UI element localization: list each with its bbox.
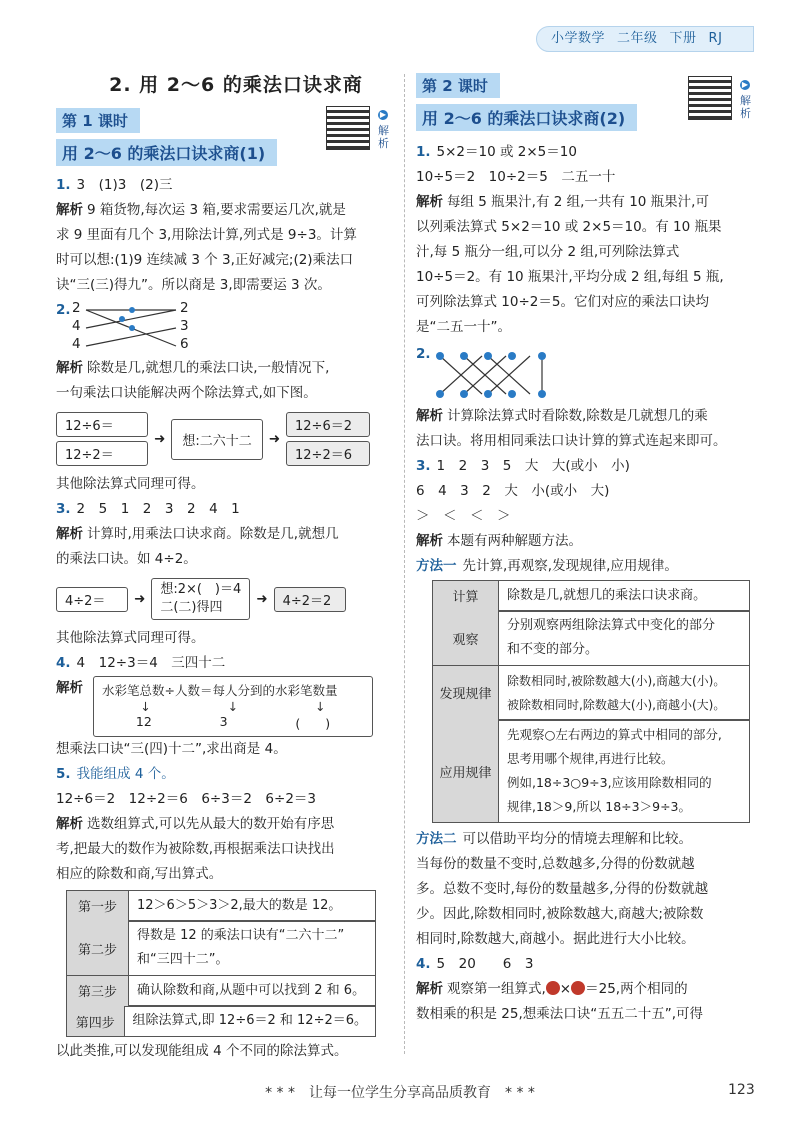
text-line: 当每份的数量不变时,总数越多,分得的份数就越 (416, 856, 695, 872)
step-row: 第三步 确认除数和商,从题中可以找到 2 和 6。 (66, 975, 376, 1007)
formula-val: 12 (135, 714, 152, 729)
left-q2-flow (56, 412, 396, 466)
method-tag: 方法二 (416, 831, 457, 847)
method1: 方法一 先计算,再观察,发现规律,应用规律。 (416, 554, 758, 579)
edition-label: RJ (708, 31, 723, 46)
times-sign: × (559, 981, 572, 997)
footer-slogan: * * * 让每一位学生分享高品质教育 * * * (265, 1085, 535, 1101)
lesson1-label: 第 1 课时 (56, 108, 140, 133)
flow-box: 12÷2＝ (56, 441, 148, 466)
step-row: 第一步 12＞6＞5＞3＞2,最大的数是 12。 (66, 890, 376, 922)
play-icon: ▶ (379, 110, 387, 119)
method-row: 计算 除数是几,就想几的乘法口诀求商。 (432, 580, 750, 612)
method-row: 发现规律 除数相同时,被除数越大(小),商越大(小)。 被除数相同时,除数越大(小),商越小(大)。 (432, 665, 750, 721)
left-q3-flow (56, 578, 396, 620)
explain-label: 解析 (416, 981, 443, 997)
text-line: 法口诀。将用相同乘法口诀计算的算式连起来即可。 (416, 433, 727, 449)
left-q2-explain: 解析 除数是几,就想几的乘法口诀,一般情况下, (56, 360, 330, 376)
answer-text: 3 (1)3 (2)三 (76, 177, 173, 193)
right-q4-answer: 4. 5 20 6 3 (416, 956, 534, 972)
grade-label: 二年级 (617, 31, 658, 46)
footer-stars: * * * (265, 1085, 295, 1101)
method1-table (432, 580, 750, 824)
text-line: 一句乘法口诀能解决两个除法算式,如下图。 (56, 385, 317, 401)
flow-box: 想:2×( )＝4 二(二)得四 (151, 578, 250, 620)
match-right-3: 6 (180, 336, 189, 352)
book-info-tag (536, 26, 754, 52)
match-lines (82, 302, 180, 356)
right-q1-answer: 1. 5×2＝10 或 2×5＝10 (416, 144, 577, 160)
arrow-icon: ➜ (268, 431, 281, 447)
q-number: 4. (416, 956, 431, 972)
flow-box: 12÷6＝2 (286, 412, 370, 437)
formula-box: 水彩笔总数÷人数＝每人分到的水彩笔数量 ↓ ↓ ↓ 12 3 ( ) (93, 676, 373, 737)
q-number: 1. (416, 144, 431, 160)
match-left-3: 4 (72, 336, 81, 352)
text-line: 以列乘法算式 5×2＝10 或 2×5＝10。有 10 瓶果 (416, 219, 722, 235)
explain-label: 解析 (416, 533, 443, 549)
text-line: 12÷6＝2 12÷2＝6 6÷3＝2 6÷2＝3 (56, 791, 316, 807)
text-line: 求 9 里面有几个 3,用除法计算,列式是 9÷3。计算 (56, 227, 357, 243)
text-line: 10÷5＝2。有 10 瓶果汁,平均分成 2 组,每组 5 瓶, (416, 269, 724, 285)
explain-label: 解析 (56, 680, 83, 696)
q-number: 3. (416, 458, 431, 474)
arrow-icon: ➜ (154, 431, 166, 447)
left-q3-answer: 3. 2 5 1 2 3 2 4 1 (56, 501, 240, 517)
left-q5-answer: 5. 我能组成 4 个。 (56, 766, 175, 782)
right-q4-explain: 解析 观察第一组算式, × ＝25,两个相同的 (416, 981, 688, 997)
text-line: 6 4 3 2 大 小(或小 大) (416, 483, 610, 499)
text-line: 汁,每 5 瓶分一组,可以分 2 组,可列除法算式 (416, 244, 680, 260)
arrow-icon: ➜ (134, 591, 146, 607)
step-row: 第四步 组除法算式,即 12÷6＝2 和 12÷2＝6。 (66, 1005, 376, 1037)
method-row: 观察 分别观察两组除法算式中变化的部分 和不变的部分。 (432, 610, 750, 666)
text-line: 以此类推,可以发现能组成 4 个不同的除法算式。 (56, 1043, 348, 1059)
text-line: 10÷5＝2 10÷2＝5 二五一十 (416, 169, 616, 185)
explain-label: 解析 (56, 526, 83, 542)
q-number: 5. (56, 766, 71, 782)
explain-label: 解析 (56, 360, 83, 376)
left-q4-answer: 4. 4 12÷3＝4 三四十二 (56, 655, 226, 671)
flow-box: 4÷2＝ (56, 587, 128, 612)
q-number: 3. (56, 501, 71, 517)
formula-val: 3 (219, 714, 228, 729)
right-q1-explain: 解析 每组 5 瓶果汁,有 2 组,一共有 10 瓶果汁,可 (416, 194, 709, 210)
text-line: 考,把最大的数作为被除数,再根据乘法口诀找出 (56, 841, 335, 857)
text-line: 的乘法口诀。如 4÷2。 (56, 551, 197, 567)
text-line: 相同时,除数越大,商越小。据此进行大小比较。 (416, 931, 695, 947)
left-q5-explain: 解析 选数组算式,可以先从最大的数开始有序思 (56, 816, 335, 832)
qr-label-right: 解析 (740, 94, 751, 120)
text-line: 数相乘的积是 25,想乘法口诀“五五二十五”,可得 (416, 1006, 704, 1022)
text-line: 其他除法算式同理可得。 (56, 630, 205, 646)
subject-label: 小学数学 (551, 31, 606, 46)
right-q3-answer: 3. 1 2 3 5 大 大(或小 小) (416, 458, 630, 474)
explain-label: 解析 (416, 408, 443, 424)
text-line: 多。总数不变时,每份的数量越多,分得的份数就越 (416, 881, 709, 897)
column-divider (404, 74, 405, 1054)
section-title: 2. 用 2～6 的乘法口诀求商 (109, 74, 363, 96)
left-q4-explain (56, 676, 396, 737)
left-column (56, 70, 396, 1064)
explain-label: 解析 (56, 816, 83, 832)
text-line: 可列除法算式 10÷2＝5。它们对应的乘法口诀均 (416, 294, 709, 310)
formula-val: ( ) (295, 716, 331, 731)
flow-box: 12÷2＝6 (286, 441, 370, 466)
left-q2-matching (56, 302, 396, 356)
method-tag: 方法一 (416, 558, 457, 574)
lesson2-title: 用 2～6 的乘法口诀求商(2) (416, 104, 637, 131)
method-row: 应用规律 先观察○左右两边的算式中相同的部分, 思考用哪个规律,再进行比较。 例如,18÷3○9÷3,应该用除数相同的 规律,18＞9,所以 18÷3＞9÷3。 (432, 719, 750, 823)
right-q2-dots (416, 346, 758, 404)
text-line: 想乘法口诀“三(四)十二”,求出商是 4。 (56, 741, 287, 757)
step-row: 第二步 得数是 12 的乘法口诀有“二六十二” 和“三四十二”。 (66, 920, 376, 976)
left-q1-explain: 解析 9 箱货物,每次运 3 箱,要求需要运几次,就是 (56, 202, 346, 218)
formula-text: 水彩笔总数÷人数＝每人分到的水彩笔数量 (102, 683, 338, 698)
qr-code-right[interactable] (688, 76, 732, 120)
left-q3-explain: 解析 计算时,用乘法口诀求商。除数是几,就想几 (56, 526, 339, 542)
match-right-2: 3 (180, 318, 189, 334)
page-number: 123 (728, 1082, 755, 1098)
arrow-icon: ➜ (256, 591, 268, 607)
text-line: 其他除法算式同理可得。 (56, 476, 205, 492)
match-left-2: 4 (72, 318, 81, 334)
text-line: 时可以想:(1)9 连续减 3 个 3,正好减完;(2)乘法口 (56, 252, 354, 268)
footer-stars: * * * (505, 1085, 535, 1101)
right-q2-explain: 解析 计算除法算式时看除数,除数是几就想几的乘 (416, 408, 708, 424)
apple-icon (571, 981, 585, 995)
dot-matching (434, 350, 554, 400)
lesson2-label: 第 2 课时 (416, 73, 500, 98)
qr-label-left: 解析 (378, 124, 389, 150)
qr-code-left[interactable] (326, 106, 370, 150)
match-left-1: 2 (72, 300, 81, 316)
match-right-1: 2 (180, 300, 189, 316)
flow-box: 4÷2＝2 (274, 587, 346, 612)
right-q3-explain: 解析 本题有两种解题方法。 (416, 533, 582, 549)
volume-label: 下册 (669, 31, 697, 46)
method2: 方法二 可以借助平均分的情境去理解和比较。 (416, 827, 758, 852)
q-number: 4. (56, 655, 71, 671)
text-line: ＞ ＜ ＜ ＞ (416, 508, 511, 524)
left-q1-answer (56, 173, 396, 198)
q-number: 1. (56, 177, 71, 193)
q-number: 2. (56, 302, 71, 318)
explain-label: 解析 (416, 194, 443, 210)
text-line: 是“二五一十”。 (416, 319, 511, 335)
flow-box: 想:二六十二 (171, 419, 262, 460)
steps-table (66, 890, 376, 1038)
text-line: 相应的除数和商,写出算式。 (56, 866, 223, 882)
apple-icon (546, 981, 560, 995)
explain-label: 解析 (56, 202, 83, 218)
text-line: 少。因此,除数相同时,被除数越大,商越大;被除数 (416, 906, 704, 922)
q-number: 2. (416, 346, 431, 362)
flow-box: 12÷6＝ (56, 412, 148, 437)
right-column (416, 70, 758, 1027)
lesson1-title: 用 2～6 的乘法口诀求商(1) (56, 139, 277, 166)
play-icon: ▶ (741, 80, 749, 89)
text-line: 诀“三(三)得九”。所以商是 3,即需要运 3 次。 (56, 277, 331, 293)
